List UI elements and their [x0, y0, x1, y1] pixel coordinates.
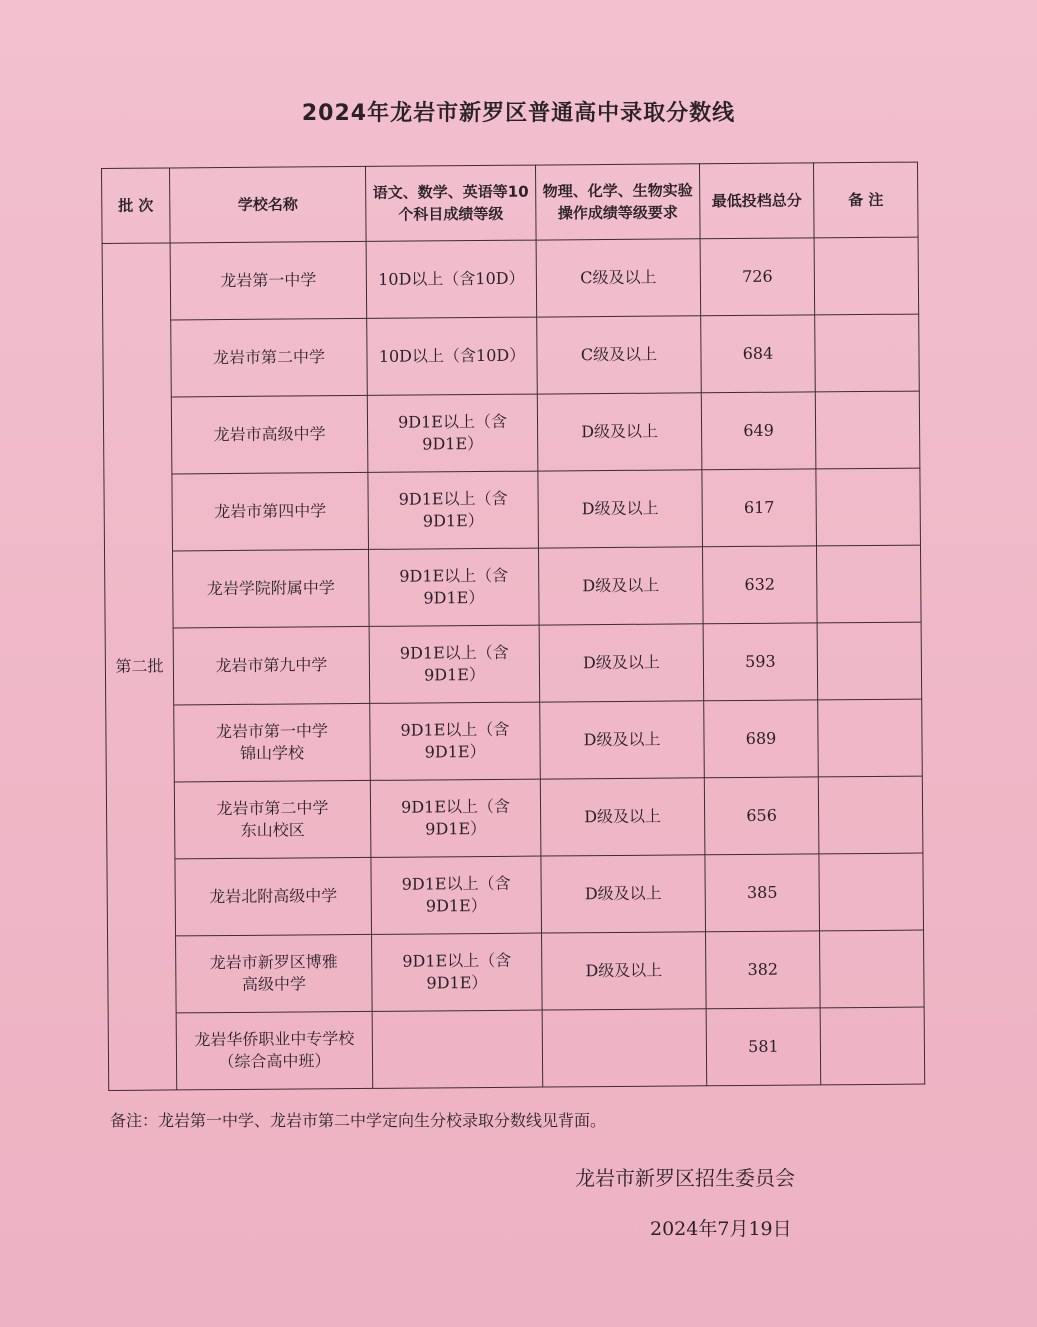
header-batch: 批 次 [102, 168, 171, 244]
header-school-name: 学校名称 [170, 166, 367, 243]
remark-cell [819, 853, 924, 931]
subjects-cell [372, 1010, 543, 1088]
school-cell: 龙岩市第九中学 [173, 626, 370, 705]
subjects-cell: 10D以上（含10D） [367, 317, 538, 395]
issue-date: 2024年7月19日 [650, 1218, 792, 1240]
remark-cell [816, 545, 921, 623]
remark-cell [818, 699, 923, 777]
school-cell: 龙岩北附高级中学 [175, 857, 372, 936]
table-row [108, 1007, 925, 1090]
document-title: 2024年龙岩市新罗区普通高中录取分数线 [301, 101, 736, 126]
issuing-organization: 龙岩市新罗区招生委员会 [575, 1166, 795, 1190]
lab-cell: C级及以上 [537, 316, 702, 394]
lab-cell: D级及以上 [538, 547, 703, 625]
school-name-line: 锦山学校 [240, 743, 305, 763]
school-cell: 龙岩学院附属中学 [173, 549, 370, 628]
score-cell: 684 [701, 315, 816, 393]
school-name-line: 高级中学 [241, 974, 306, 994]
footnote: 备注：龙岩第一中学、龙岩市第二中学定向生分校录取分数线见背面。 [110, 1111, 607, 1130]
score-cell: 649 [701, 392, 816, 470]
subjects-cell: 9D1E以上（含9D1E） [367, 394, 538, 472]
school-cell: 龙岩市高级中学 [171, 395, 368, 474]
school-cell [174, 780, 371, 859]
school-name-line: 龙岩市第二中学 [216, 798, 329, 819]
subjects-cell: 9D1E以上（含9D1E） [369, 625, 540, 703]
school-cell [174, 703, 371, 782]
header-remark: 备 注 [813, 162, 918, 238]
lab-cell: D级及以上 [538, 470, 703, 548]
table-header-row [102, 162, 919, 243]
table-row [106, 776, 923, 859]
lab-cell: D级及以上 [540, 778, 705, 856]
score-cell: 656 [704, 777, 819, 855]
school-cell: 龙岩第一中学 [170, 241, 367, 320]
score-cell: 689 [704, 700, 819, 778]
header-subject-grades: 语文、数学、英语等10个科目成绩等级 [365, 165, 536, 241]
remark-cell [814, 237, 919, 315]
school-cell [176, 1011, 373, 1090]
subjects-cell: 9D1E以上（含9D1E） [370, 702, 541, 780]
subjects-cell: 10D以上（含10D） [366, 240, 537, 318]
subjects-cell: 9D1E以上（含9D1E） [372, 933, 543, 1011]
score-cell: 581 [706, 1008, 821, 1086]
lab-cell: D级及以上 [540, 701, 705, 779]
table-row [102, 237, 919, 320]
remark-cell [820, 930, 925, 1008]
subjects-cell: 9D1E以上（含9D1E） [370, 779, 541, 857]
table-row [105, 545, 922, 628]
score-cell: 726 [700, 238, 815, 316]
score-cell: 632 [702, 546, 817, 624]
school-name-line: 龙岩市第一中学 [215, 721, 329, 742]
subjects-cell: 9D1E以上（含9D1E） [371, 856, 542, 934]
remark-cell [817, 622, 922, 700]
subjects-cell: 9D1E以上（含9D1E） [369, 548, 540, 626]
lab-cell: C级及以上 [536, 239, 701, 317]
school-name-line: （综合高中班） [218, 1051, 331, 1072]
remark-cell [816, 468, 921, 546]
table-row [107, 853, 924, 936]
score-cell: 593 [703, 623, 818, 701]
remark-cell [818, 776, 923, 854]
school-name-line: 龙岩市新罗区博雅 [209, 952, 338, 973]
lab-cell: D级及以上 [537, 393, 702, 471]
school-cell: 龙岩市第二中学 [171, 318, 368, 397]
table-row [104, 468, 921, 551]
score-cell: 385 [705, 854, 820, 932]
lab-cell: D级及以上 [539, 624, 704, 702]
remark-cell [815, 391, 920, 469]
header-lab-grades: 物理、化学、生物实验操作成绩等级要求 [535, 164, 700, 240]
lab-cell: D级及以上 [541, 855, 706, 933]
table-row [108, 930, 925, 1013]
table-row [103, 391, 920, 474]
school-name-line: 东山校区 [240, 820, 305, 840]
lab-cell [542, 1009, 707, 1087]
school-cell [176, 934, 373, 1013]
header-min-score: 最低投档总分 [699, 163, 814, 239]
score-cell: 617 [702, 469, 817, 547]
lab-cell: D级及以上 [542, 932, 707, 1010]
subjects-cell: 9D1E以上（含9D1E） [368, 471, 539, 549]
admission-score-table [101, 162, 925, 1091]
score-cell: 382 [706, 931, 821, 1009]
remark-cell [820, 1007, 925, 1085]
table-row [103, 314, 920, 397]
batch-cell: 第二批 [102, 243, 177, 1091]
school-name-line: 龙岩华侨职业中专学校 [194, 1029, 355, 1050]
remark-cell [815, 314, 920, 392]
table-row [105, 622, 922, 705]
table-row [106, 699, 923, 782]
school-cell: 龙岩市第四中学 [172, 472, 369, 551]
